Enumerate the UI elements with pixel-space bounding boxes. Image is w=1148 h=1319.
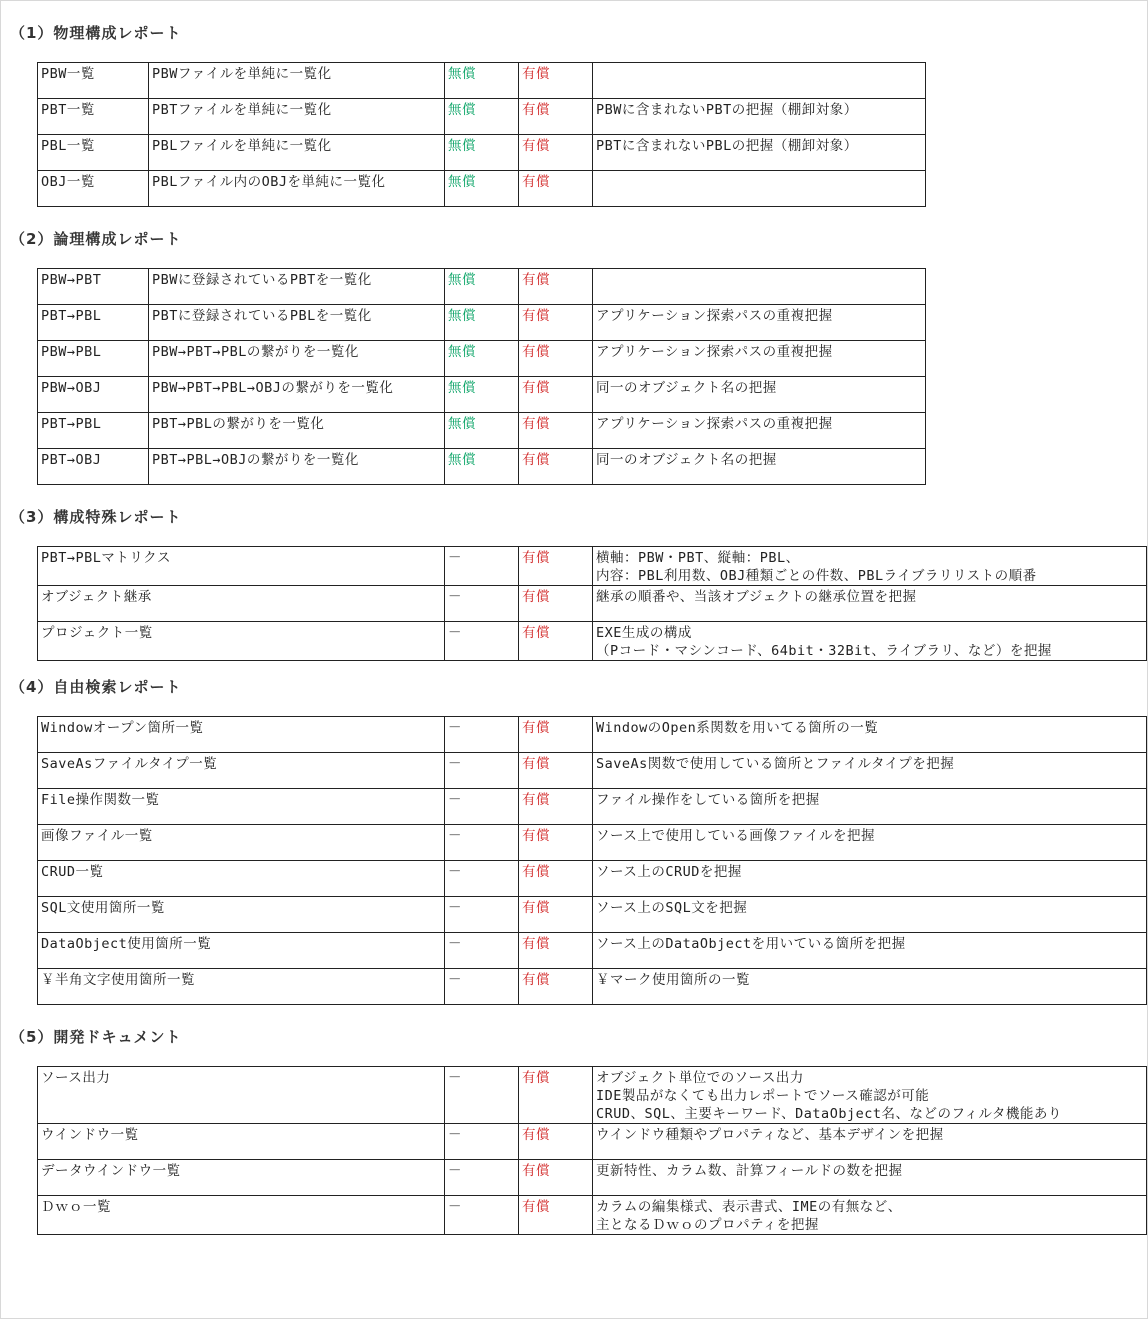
report-name: DataObject使用箇所一覧 (38, 933, 445, 969)
table-row (38, 305, 926, 341)
paid-badge: 有償 (519, 449, 593, 485)
free-badge: － (445, 825, 519, 861)
paid-badge: 有償 (519, 789, 593, 825)
report-table (37, 1066, 1147, 1235)
table-row (38, 622, 1147, 661)
free-badge: － (445, 789, 519, 825)
report-name: Ｄｗｏ一覧 (38, 1196, 445, 1235)
report-name: ￥半角文字使用箇所一覧 (38, 969, 445, 1005)
report-desc: PBT→PBL→OBJの繋がりを一覧化 (149, 449, 445, 485)
report-name: OBJ一覧 (38, 171, 149, 207)
table-row (38, 825, 1147, 861)
paid-badge: 有償 (519, 897, 593, 933)
report-name: PBT→PBL (38, 305, 149, 341)
paid-badge: 有償 (519, 377, 593, 413)
free-badge: － (445, 1067, 519, 1124)
paid-badge: 有償 (519, 341, 593, 377)
paid-badge: 有償 (519, 1196, 593, 1235)
free-badge: 無償 (445, 135, 519, 171)
free-badge: － (445, 1160, 519, 1196)
paid-badge: 有償 (519, 413, 593, 449)
report-note: オブジェクト単位でのソース出力 IDE製品がなくても出力レポートでソース確認が可能 CRUD、SQL、主要キーワード、DataObject名、などのフィルタ機能あり (593, 1067, 1147, 1124)
report-note: アプリケーション探索パスの重複把握 (593, 413, 926, 449)
report-note: ソース上のSQL文を把握 (593, 897, 1147, 933)
report-note: ￥マーク使用箇所の一覧 (593, 969, 1147, 1005)
report-note: ソース上のCRUDを把握 (593, 861, 1147, 897)
free-badge: － (445, 1124, 519, 1160)
free-badge: 無償 (445, 413, 519, 449)
report-note: ファイル操作をしている箇所を把握 (593, 789, 1147, 825)
report-name: SQL文使用箇所一覧 (38, 897, 445, 933)
free-badge: － (445, 969, 519, 1005)
free-badge: 無償 (445, 341, 519, 377)
free-badge: － (445, 586, 519, 622)
table-row (38, 341, 926, 377)
report-name: PBT→PBLマトリクス (38, 547, 445, 586)
report-note (593, 63, 926, 99)
section-title: （1）物理構成レポート (10, 24, 182, 42)
paid-badge: 有償 (519, 547, 593, 586)
report-name: PBT→PBL (38, 413, 149, 449)
report-name: オブジェクト継承 (38, 586, 445, 622)
paid-badge: 有償 (519, 825, 593, 861)
report-table (37, 62, 926, 207)
section-title: （4）自由検索レポート (10, 678, 182, 696)
table-row (38, 1160, 1147, 1196)
report-note: 同一のオブジェクト名の把握 (593, 449, 926, 485)
report-note: EXE生成の構成 （Pコード・マシンコード、64bit・32Bit、ライブラリ、など）を把握 (593, 622, 1147, 661)
report-table (37, 716, 1147, 1005)
paid-badge: 有償 (519, 171, 593, 207)
free-badge: 無償 (445, 305, 519, 341)
report-name: PBW→PBT (38, 269, 149, 305)
report-name: PBW一覧 (38, 63, 149, 99)
free-badge: － (445, 753, 519, 789)
report-desc: PBTに登録されているPBLを一覧化 (149, 305, 445, 341)
report-desc: PBWファイルを単純に一覧化 (149, 63, 445, 99)
free-badge: 無償 (445, 449, 519, 485)
free-badge: 無償 (445, 171, 519, 207)
report-name: PBW→OBJ (38, 377, 149, 413)
table-row (38, 933, 1147, 969)
paid-badge: 有償 (519, 753, 593, 789)
free-badge: － (445, 861, 519, 897)
paid-badge: 有償 (519, 622, 593, 661)
report-note: カラムの編集様式、表示書式、IMEの有無など、 主となるＤｗｏのプロパティを把握 (593, 1196, 1147, 1235)
paid-badge: 有償 (519, 861, 593, 897)
paid-badge: 有償 (519, 99, 593, 135)
report-name: SaveAsファイルタイプ一覧 (38, 753, 445, 789)
free-badge: － (445, 622, 519, 661)
report-note (593, 171, 926, 207)
paid-badge: 有償 (519, 586, 593, 622)
report-note: アプリケーション探索パスの重複把握 (593, 341, 926, 377)
table-row (38, 449, 926, 485)
paid-badge: 有償 (519, 1124, 593, 1160)
table-row (38, 1124, 1147, 1160)
table-row (38, 897, 1147, 933)
report-name: Windowオープン箇所一覧 (38, 717, 445, 753)
report-name: PBW→PBL (38, 341, 149, 377)
paid-badge: 有償 (519, 933, 593, 969)
report-note (593, 269, 926, 305)
table-row (38, 969, 1147, 1005)
free-badge: － (445, 717, 519, 753)
report-note: ソース上のDataObjectを用いている箇所を把握 (593, 933, 1147, 969)
report-name: PBT→OBJ (38, 449, 149, 485)
report-table (37, 546, 1147, 661)
section-title: （5）開発ドキュメント (10, 1028, 182, 1046)
free-badge: － (445, 933, 519, 969)
paid-badge: 有償 (519, 1067, 593, 1124)
section-title: （3）構成特殊レポート (10, 508, 182, 526)
free-badge: 無償 (445, 377, 519, 413)
report-note: アプリケーション探索パスの重複把握 (593, 305, 926, 341)
table-row (38, 1067, 1147, 1124)
report-desc: PBW→PBT→PBL→OBJの繋がりを一覧化 (149, 377, 445, 413)
report-desc: PBLファイル内のOBJを単純に一覧化 (149, 171, 445, 207)
report-note: ウインドウ種類やプロパティなど、基本デザインを把握 (593, 1124, 1147, 1160)
free-badge: 無償 (445, 63, 519, 99)
report-note: 更新特性、カラム数、計算フィールドの数を把握 (593, 1160, 1147, 1196)
paid-badge: 有償 (519, 135, 593, 171)
report-name: ソース出力 (38, 1067, 445, 1124)
table-row (38, 171, 926, 207)
table-row (38, 717, 1147, 753)
free-badge: 無償 (445, 99, 519, 135)
free-badge: － (445, 547, 519, 586)
report-note: PBWに含まれないPBTの把握（棚卸対象） (593, 99, 926, 135)
report-desc: PBW→PBT→PBLの繋がりを一覧化 (149, 341, 445, 377)
free-badge: 無償 (445, 269, 519, 305)
report-name: ウインドウ一覧 (38, 1124, 445, 1160)
report-name: PBT一覧 (38, 99, 149, 135)
table-row (38, 547, 1147, 586)
table-row (38, 586, 1147, 622)
report-note: SaveAs関数で使用している箇所とファイルタイプを把握 (593, 753, 1147, 789)
report-desc: PBWに登録されているPBTを一覧化 (149, 269, 445, 305)
table-row (38, 135, 926, 171)
paid-badge: 有償 (519, 269, 593, 305)
report-name: プロジェクト一覧 (38, 622, 445, 661)
table-row (38, 63, 926, 99)
section-title: （2）論理構成レポート (10, 230, 182, 248)
report-name: データウインドウ一覧 (38, 1160, 445, 1196)
report-name: 画像ファイル一覧 (38, 825, 445, 861)
table-row (38, 753, 1147, 789)
table-row (38, 99, 926, 135)
report-note: 同一のオブジェクト名の把握 (593, 377, 926, 413)
paid-badge: 有償 (519, 305, 593, 341)
paid-badge: 有償 (519, 1160, 593, 1196)
report-note: ソース上で使用している画像ファイルを把握 (593, 825, 1147, 861)
table-row (38, 861, 1147, 897)
free-badge: － (445, 897, 519, 933)
report-note: WindowのOpen系関数を用いてる箇所の一覧 (593, 717, 1147, 753)
table-row (38, 377, 926, 413)
free-badge: － (445, 1196, 519, 1235)
report-name: PBL一覧 (38, 135, 149, 171)
report-desc: PBTファイルを単純に一覧化 (149, 99, 445, 135)
report-table (37, 268, 926, 485)
paid-badge: 有償 (519, 969, 593, 1005)
report-note: PBTに含まれないPBLの把握（棚卸対象） (593, 135, 926, 171)
paid-badge: 有償 (519, 717, 593, 753)
report-name: File操作関数一覧 (38, 789, 445, 825)
report-desc: PBLファイルを単純に一覧化 (149, 135, 445, 171)
table-row (38, 789, 1147, 825)
paid-badge: 有償 (519, 63, 593, 99)
report-desc: PBT→PBLの繋がりを一覧化 (149, 413, 445, 449)
report-note: 継承の順番や、当該オブジェクトの継承位置を把握 (593, 586, 1147, 622)
report-note: 横軸：PBW・PBT、縦軸：PBL、 内容：PBL利用数、OBJ種類ごとの件数、PBLライブラリリストの順番 (593, 547, 1147, 586)
table-row (38, 269, 926, 305)
table-row (38, 413, 926, 449)
report-name: CRUD一覧 (38, 861, 445, 897)
table-row (38, 1196, 1147, 1235)
